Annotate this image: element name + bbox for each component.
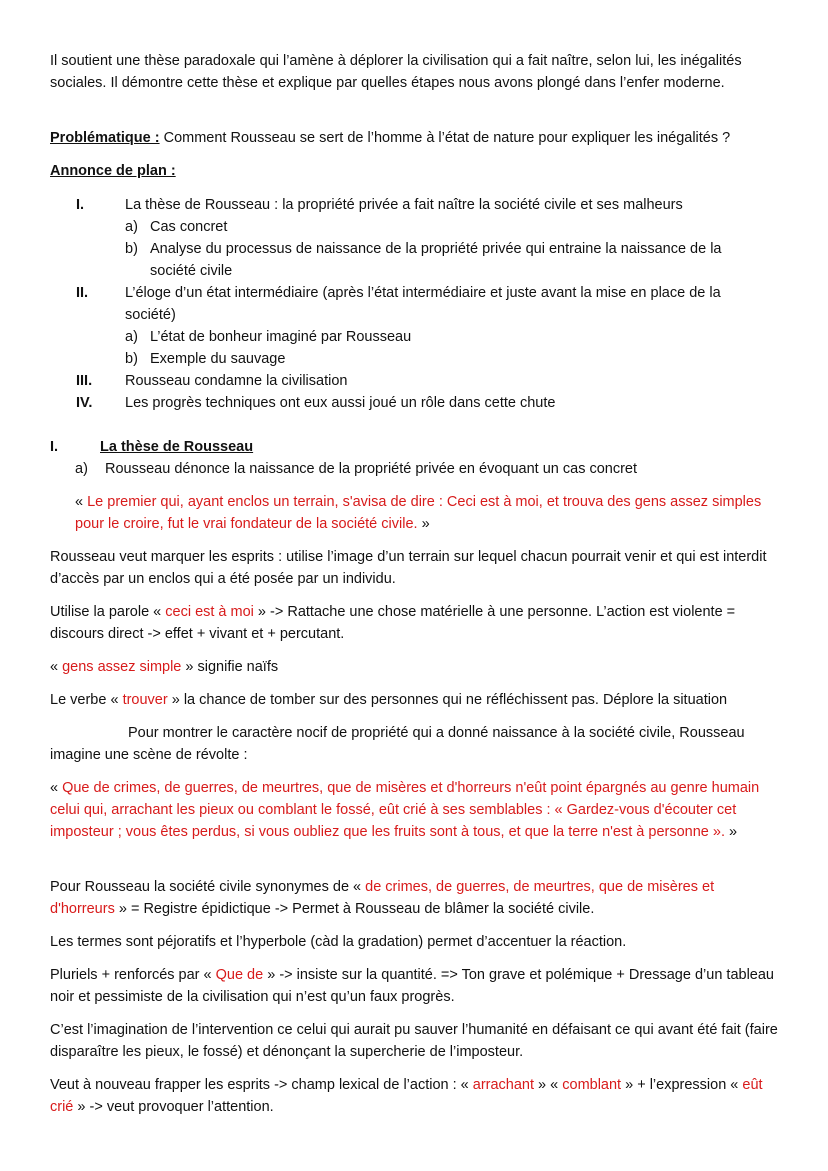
section-num: I. — [50, 439, 59, 455]
quoted-term: de crimes, de guerres, de meurtres, que de misères et d'horreurs — [50, 879, 715, 917]
plan-item-iii: Rousseau condamne la civilisation — [125, 373, 348, 389]
section-sub-a — [75, 458, 775, 480]
quoted-term: ceci est à moi — [165, 604, 254, 620]
annonce-heading — [50, 160, 780, 182]
paragraph-8 — [50, 964, 780, 1008]
text-fragment: « — [50, 659, 63, 675]
paragraph-2 — [50, 601, 780, 645]
plan-num-iii: III. — [76, 373, 93, 389]
quoted-term: comblant — [562, 1077, 622, 1093]
quoted-term: trouver — [122, 692, 168, 708]
problematique-line — [50, 127, 780, 149]
section-sub-text: Rousseau dénonce la naissance de la propriété privée en évoquant un cas concret — [105, 461, 638, 477]
text-fragment: » -> insiste sur la quantité. => Ton grave et polémique + Dressage d’un tableau noir et pessimiste de la civilisation qui n’est qu’un faux progrès. — [50, 967, 774, 1005]
plan-sub-text: L’état de bonheur imaginé par Rousseau — [150, 329, 412, 345]
quoted-term: Que de — [215, 967, 264, 983]
quote-open: « — [50, 780, 63, 796]
annonce-label: Annonce de plan : — [50, 163, 176, 179]
paragraph-1: Rousseau veut marquer les esprits : utilise l’image d’un terrain sur lequel chacun pourrait venir et qui est interdit d’accès par un enclos qui a été posée par un individu. — [50, 549, 767, 587]
paragraph-10 — [50, 1074, 780, 1118]
paragraph-5: Pour montrer le caractère nocif de propriété qui a donné naissance à la société civile, Rousseau imagine une scène de révolte : — [50, 725, 745, 763]
paragraph-6 — [50, 876, 780, 920]
paragraph-3 — [50, 656, 780, 678]
quote-1 — [75, 491, 775, 535]
quoted-term: eût crié — [50, 1077, 763, 1115]
text-fragment: » -> Rattache une chose matérielle à une personne. L’action est violente = discours direct -> effet + vivant et + percutant. — [50, 604, 736, 642]
text-fragment: » -> veut provoquer l’attention. — [73, 1099, 274, 1115]
section-title: La thèse de Rousseau — [100, 439, 254, 455]
plan-sub-i-b — [125, 238, 775, 282]
quote-close: » — [417, 516, 430, 532]
plan-sub-text: Exemple du sauvage — [150, 351, 286, 367]
plan-sub-text: Analyse du processus de naissance de la propriété privée qui entraine la naissance de la société civile — [150, 241, 722, 279]
plan-num-iv: IV. — [76, 395, 93, 411]
paragraph-4 — [50, 689, 780, 711]
plan-num-ii: II. — [76, 285, 89, 301]
plan-sub-label: b) — [125, 351, 138, 367]
paragraph-9: C’est l’imagination de l’intervention ce celui qui aurait pu sauver l’humanité en défaisant ce qui avant été fait (faire disparaître les pieux, le fossé) et dénonçant la supercherie de l’imposteur. — [50, 1022, 778, 1060]
text-fragment: » = Registre épidictique -> Permet à Rousseau de blâmer la société civile. — [114, 901, 595, 917]
plan-num-i: I. — [76, 197, 85, 213]
quote-text: Que de crimes, de guerres, de meurtres, que de misères et d'horreurs n'eût point épargnés au genre humain celui qui, arrachant les pieux ou comblant le fossé, eût crié à ses semblables : « Gardez-vous d'écouter cet imposteur ; vous êtes perdus, si vous oubliez que les fruits sont à tous, et que la terre n'est à personne ». — [50, 780, 760, 840]
text-fragment: Le verbe « — [50, 692, 123, 708]
plan-sub-ii-b — [125, 348, 775, 370]
text-fragment: Pour Rousseau la société civile synonymes de « — [50, 879, 366, 895]
plan-item-ii: L’éloge d’un état intermédiaire (après l’état intermédiaire et juste avant la mise en place de la société) — [125, 285, 721, 323]
text-fragment: » « — [534, 1077, 563, 1093]
text-fragment: Utilise la parole « — [50, 604, 166, 620]
plan-sub-text: Cas concret — [150, 219, 228, 235]
section-sub-label: a) — [75, 461, 88, 477]
plan-item-iv: Les progrès techniques ont eux aussi joué un rôle dans cette chute — [125, 395, 556, 411]
intro-paragraph: Il soutient une thèse paradoxale qui l’amène à déplorer la civilisation qui a fait naître, selon lui, les inégalités sociales. Il démontre cette thèse et explique par quelles étapes nous avons plongé dans l’enfer moderne. — [50, 53, 742, 91]
plan-sub-i-a — [125, 216, 775, 238]
problematique-text: Comment Rousseau se sert de l’homme à l’état de nature pour expliquer les inégalités ? — [159, 130, 731, 146]
text-fragment: » + l’expression « — [621, 1077, 743, 1093]
quote-close: » — [724, 824, 738, 840]
text-fragment: » la chance de tomber sur des personnes qui ne réfléchissent pas. Déplore la situation — [167, 692, 728, 708]
quoted-term: gens assez simple — [62, 659, 182, 675]
text-fragment: » signifie naïfs — [181, 659, 279, 675]
plan-sub-label: a) — [125, 219, 138, 235]
paragraph-7: Les termes sont péjoratifs et l’hyperbole (càd la gradation) permet d’accentuer la réaction. — [50, 934, 627, 950]
quote-2 — [50, 777, 780, 843]
quote-open: « — [75, 494, 88, 510]
text-fragment: Pluriels + renforcés par « — [50, 967, 216, 983]
text-fragment: Veut à nouveau frapper les esprits -> champ lexical de l’action : « — [50, 1077, 473, 1093]
plan-sub-label: a) — [125, 329, 138, 345]
problematique-label: Problématique : — [50, 130, 160, 146]
plan-item-i: La thèse de Rousseau : la propriété privée a fait naître la société civile et ses malheurs — [125, 197, 683, 213]
plan-sub-label: b) — [125, 241, 138, 257]
quoted-term: arrachant — [472, 1077, 535, 1093]
plan-sub-ii-a — [125, 326, 775, 348]
quote-text: Le premier qui, ayant enclos un terrain, s'avisa de dire : Ceci est à moi, et trouva des gens assez simples pour le croire, fut le vrai fondateur de la société civile. — [75, 494, 762, 532]
